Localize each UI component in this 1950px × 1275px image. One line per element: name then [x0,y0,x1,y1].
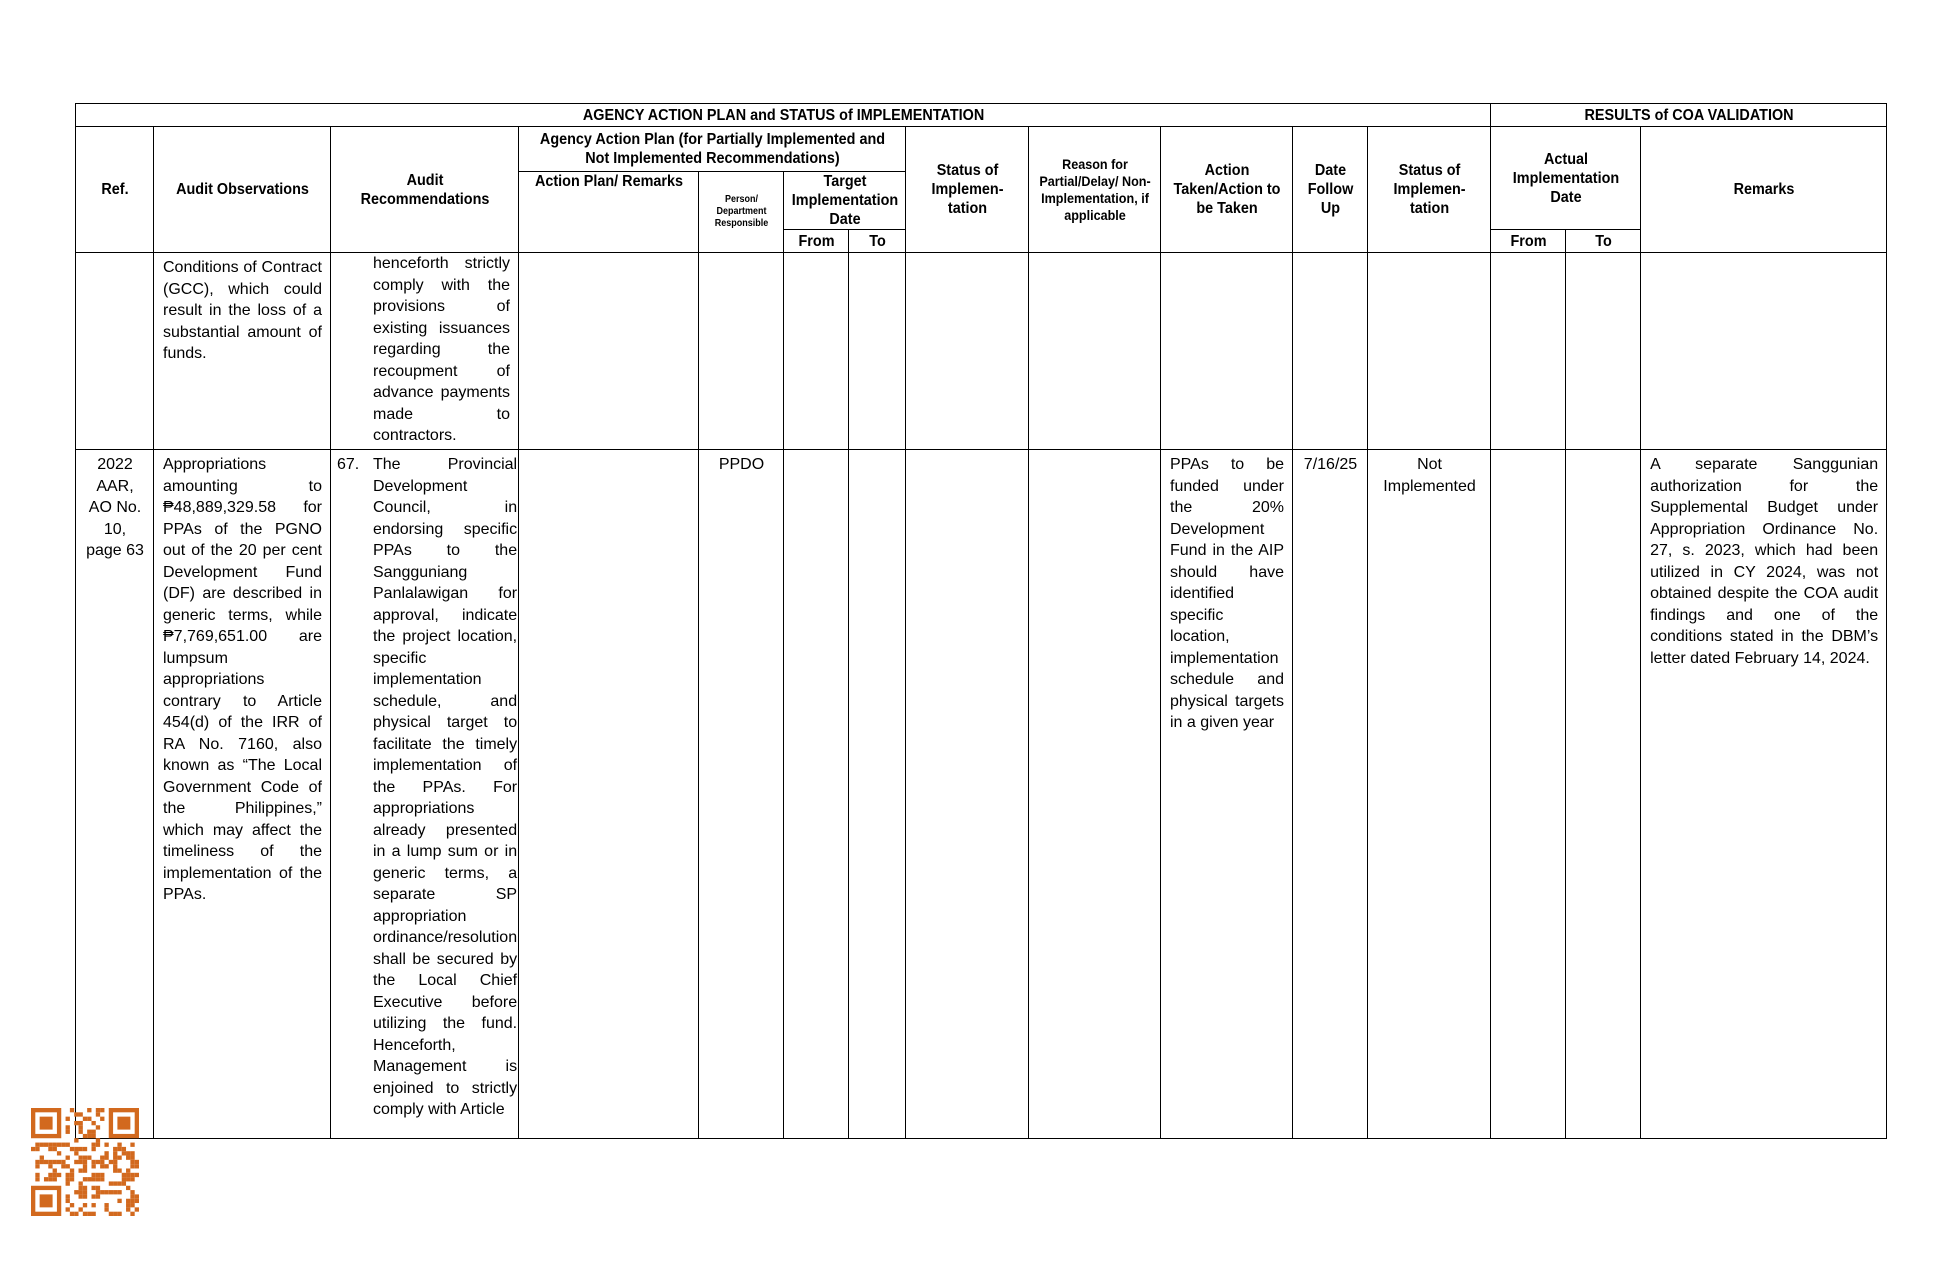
person-cell: PPDO [699,450,784,1139]
reason-header: Reason for Partial/Delay/ Non-Implementation, if applicable [1035,127,1154,253]
qr-code-icon [31,1108,139,1216]
recommendation-number: 67. [337,456,360,473]
table-row [76,450,1887,1139]
date-follow-up-header: Date Follow Up [1296,127,1364,253]
target-date-header: Target Implementation Date [791,173,898,228]
action-taken-cell: PPAs to be funded under the 20% Development Fund in the AIP should have identified specific location, implementation schedule and physical targets in a given year [1161,450,1293,1139]
coa-title: RESULTS of COA VALIDATION [1510,104,1866,127]
ref-header: Ref. [79,127,149,253]
status-coa-cell: Not Implemented [1368,450,1491,1139]
status-coa-header: Status of Implemen-tation [1374,127,1485,253]
target-from-header: From [787,230,846,253]
remarks-header: Remarks [1653,127,1874,253]
audit-observations-header: Audit Observations [162,127,321,253]
action-taken-header: Action Taken/Action to be Taken [1167,127,1286,253]
actual-date-header: Actual Implementation Date [1498,127,1633,230]
remarks-cell: A separate Sanggunian authorization for the Supplemental Budget under Appropriation Ordinance No. 27, s. 2023, which had been utilized in CY 2024, was not obtained despite the COA audit findings and one of the conditions stated in the DBM’s letter dated February 14, 2024. [1641,450,1887,1139]
recommendation-text: The Provincial Development Council, in endorsing specific PPAs to the Sangguniang Panlalawigan for approval, indicate the project location, specific implementation schedule, and physical target to facilitate the timely implementation of the PPAs. For appropriations already presented in a lump sum or in generic terms, a separate SP appropriation ordinance/resolution shall be secured by the Local Chief Executive before utilizing the fund. Henceforth, Management is enjoined to strictly comply with Article [373,456,518,1118]
actual-to-header: To [1569,230,1637,253]
agency-title: AGENCY ACTION PLAN and STATUS of IMPLEMENTATION [146,104,1420,127]
recommendation-cell: henceforth strictly comply with the provisions of existing issuances regarding the recoupment of advance payments made to contractors. [331,253,519,450]
status-header: Status of Implemen-tation [912,127,1023,253]
audit-recommendations-header: Audit Recommendations [340,127,509,253]
target-to-header: To [851,230,902,253]
recommendation-cell [331,450,519,1139]
ref-cell [76,253,154,450]
date-follow-up-cell: 7/16/25 [1293,450,1368,1139]
table-row [76,253,1887,450]
observation-cell: Conditions of Contract (GCC), which could result in the loss of a substantial amount of funds. [154,253,331,450]
person-responsible-header: Person/ Department Responsible [703,172,780,253]
ref-cell: 2022 AAR, AO No. 10, page 63 [76,450,154,1139]
action-plan-group-header: Agency Action Plan (for Partially Implemented and Not Implemented Recommendations) [538,127,886,172]
actual-from-header: From [1494,230,1562,253]
observation-cell: Appropriations amounting to ₱48,889,329.58 for PPAs of the PGNO out of the 20 per cent Development Fund (DF) are described in generic terms, while ₱7,769,651.00 are lumpsum appropriations contrary to Article 454(d) of the IRR of RA No. 7160, also known as “The Local Government Code of the Philippines,” which may affect the timeliness of the implementation of the PPAs. [154,450,331,1139]
action-plan-remarks-header: Action Plan/ Remarks [528,172,690,253]
action-plan-table [75,103,1887,1139]
